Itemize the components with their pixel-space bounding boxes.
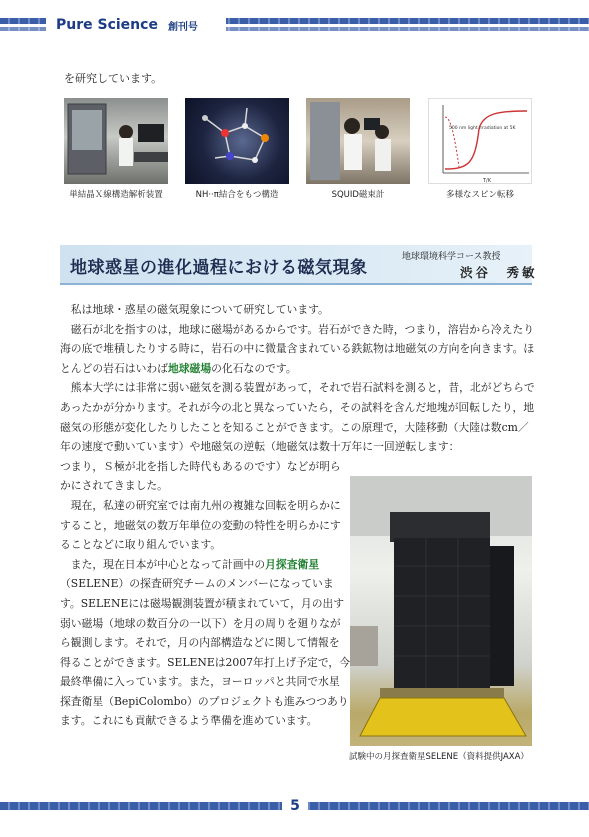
paragraph: 私は地球・惑星の磁気現象について研究しています。 [70,303,329,316]
photo-caption: SQUID磁束計 [331,190,385,200]
satellite-caption: 試験中の月探査衛星SELENE（資料提供JAXA） [349,752,529,762]
paragraph: 熊本大学には非常に弱い磁気を測る装置があって，それで岩石試料を測ると，昔，北がどちらであったかが分かります。それが今の北と異なっていたら，その試料を含んだ地塊が回転したり，地磁気の形態が変化したりしたことを知ることができます。この原理で，大陸移動（大陸は数cm／年の速度で動いています）や地磁気の逆転（地磁気は数十万年に一回逆転します： [60,381,535,454]
photo-xray-device [64,98,168,200]
author-name: 渋谷 秀敏 [460,265,538,280]
issue-label: 創刊号 [167,21,198,33]
spin-transition-graph [428,98,532,184]
article-title: 地球惑星の進化過程における磁気現象 [70,258,368,278]
page-footer [0,795,589,819]
highlight-term: 地球磁場 [167,361,212,375]
page-header [0,14,589,36]
paragraph: 現在，私達の研究室では南九州の複雑な回転を明らかにすること，地磁気の数万年単位の変動の特性を明らかにすることなどに取り組んでいます。 [60,498,341,552]
header-tag [46,14,226,36]
article-title-band [60,245,538,285]
photo-molecule [185,98,289,200]
photo-caption: 多様なスピン転移 [445,190,514,200]
paragraph-text: （SELENE）の探査研究チームのメンバーになっています。SELENEには磁場観測装置が積まれていて，月の出す弱い磁場（地球の数百分の一以下）を月の周りを廻りながら観測します。それで，月の内部構造などに関して情報を得ることができます。SELENEは2007年打上げ予定で，今最終準備に入っています。また，ヨーロッパと共同で水星探査衛星（BepiColombo）のプロジェクトも進みつつあります。これにも貢献できるよう準備を進めています。 [60,577,350,728]
magazine-name: Pure Science [56,17,158,33]
paragraph [60,555,350,731]
page-number: 5 [282,795,308,817]
satellite-photo [350,476,532,746]
photo-squid [306,98,410,200]
lab-equipment-photo [64,98,168,184]
lead-text: を研究しています。 [64,72,163,85]
paragraph-text: の化石なのです。 [211,361,297,375]
paragraph [60,320,536,379]
graph-xlabel: T/K [483,178,492,184]
paragraph-text: 磁石が北を指すのは，地球に磁場があるからです。岩石ができた時，つまり，溶岩から冷えたり海の底で堆積したりする時に，岩石の中に微量含まれている鉄鉱物は地磁気の方向を向きます。ほとんどの岩石はいわば [60,322,535,375]
highlight-term: 月探査衛星 [265,557,320,571]
paragraph-text: また，現在日本が中心となって計画中の [70,557,266,571]
photo-caption: 単結晶Ｘ線構造解析装置 [69,190,163,200]
squid-lab-photo [306,98,410,184]
photo-spin-graph [428,98,532,200]
graph-annotation: 500 nm light irradiation at 5K [449,126,516,131]
paragraph: つまり，Ｓ極が北を指した時代もあるのです）などが明らかにされてきました。 [60,459,341,493]
photo-strip [64,98,536,198]
photo-caption: NH··π結合をもつ構造 [195,190,279,200]
molecular-structure-photo [185,98,289,184]
author-affiliation: 地球環境科学コース教授 [402,252,501,262]
